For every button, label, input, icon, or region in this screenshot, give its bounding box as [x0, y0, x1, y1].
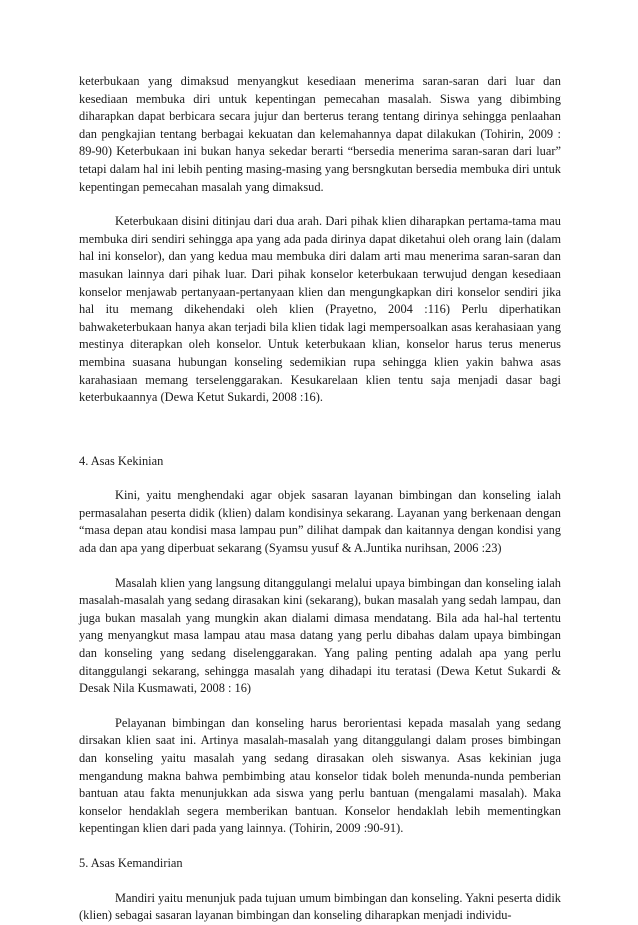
paragraph-kemandirian-1: Mandiri yaitu menunjuk pada tujuan umum bimbingan dan konseling. Yakni peserta didik (klien) sebagai sasaran layanan bimbingan dan konseling diharapkan menjadi individu- — [79, 890, 561, 923]
paragraph-keterbukaan-arah: Keterbukaan disini ditinjau dari dua arah. Dari pihak klien diharapkan pertama-tama mau membuka diri sendiri sehingga apa yang ada pada dirinya dapat diketahui oleh orang lain (dalam hal ini konselor), dan yang kedua mau membuka diri dalam arti mau menerima saran-saran dan masukan lainnya dari pihak luar. Dari pihak konselor keterbukaan terwujud dengan kesediaan konselor menjawab pertanyaan-pertanyaan klien dan mengungkapkan diri konselor sendiri jika hal itu memang dikehendaki oleh klien (Prayetno, 2004 :116) Perlu diperhatikan bahwaketerbukaan hanya akan terjadi bila klien tidak lagi mempersoalkan asas kerahasiaan yang mestinya diterapkan oleh konselor. Untuk keterbukaan klian, konselor harus terus menerus membina suasana hubungan konseling sedemikian rupa sehingga klien yakin bahwa asas karahasiaan memang terselenggarakan. Kesukarelaan klien tentu saja menjadi dasar bagi keterbukaannya (Dewa Ketut Sukardi, 2008 :16). — [79, 214, 561, 405]
paragraph-keterbukaan-continued: keterbukaan yang dimaksud menyangkut kesediaan menerima saran-saran dari luar dan kesediaan membuka diri untuk kepentingan pemecahan masalah. Siswa yang dibimbing diharapkan dapat berbicara secara jujur dan berterus terang tentang dirinya sehingga penlaahan dan pengkajian tentang berbagai kekuatan dan kelemahannya dapat dilakukan (Tohirin, 2009 : 89-90) Keterbukaan ini bukan hanya sekedar berarti “bersedia menerima saran-saran dari luar” tetapi dalam hal ini lebih penting masing-masing yang bersngkutan bersedia membuka diri untuk kepentingan pemecahan masalah yang dimaksud. — [79, 74, 561, 194]
paragraph-kekinian-3: Pelayanan bimbingan dan konseling harus berorientasi kepada masalah yang sedang dirsakan klien saat ini. Artinya masalah-masalah yang ditanggulangi dalam proses bimbingan dan konseling yaitu masalah yang sedang dirasakan oleh siswanya. Asas kekinian juga mengandung makna bahwa pembimbing atau konselor tidak boleh menunda-nunda pemberian bantuan atau fakta menunjukkan ada siswa yang perlu bantuan (mengalami masalah). Maka konselor hendaklah segera memberikan bantuan. Konselor hendaklah lebih mementingkan kepentingan klien dari pada yang lainnya. (Tohirin, 2009 :90-91). — [79, 715, 561, 836]
section-heading-asas-kekinian: 4. Asas Kekinian — [79, 453, 164, 468]
section-heading-asas-kemandirian: 5. Asas Kemandirian — [79, 855, 183, 870]
paragraph-kekinian-2: Masalah klien yang langsung ditanggulangi melalui upaya bimbingan dan konseling ialah masalah-masalah yang sedang dirasakan kini (sekarang), bukan masalah yang sedah lampau, dan juga bukan masalah yang mungkin akan dialami dimasa mendatang. Bila ada hal-hal tertentu yang menyangkut masa lampau atau masa datang yang perlu dibahas dalam upaya bimbingan dan konseling yang sedang diselenggarakan. Yang paling penting adalah apa yang perlu ditanggulangi sekarang, sehingga masalah yang dihadapi itu teratasi (Dewa Ketut Sukardi & Desak Nila Kusmawati, 2008 : 16) — [79, 575, 561, 696]
paragraph-kekinian-1: Kini, yaitu menghendaki agar objek sasaran layanan bimbingan dan konseling ialah permasalahan peserta didik (klien) dalam kondisinya sekarang. Layanan yang berkenaan dengan “masa depan atau kondisi masa lampau pun” dilihat dampak dan kaitannya dengan kondisi yang ada dan apa yang diperbuat sekarang (Syamsu yusuf & A.Juntika nurihsan, 2006 :23) — [79, 488, 561, 556]
